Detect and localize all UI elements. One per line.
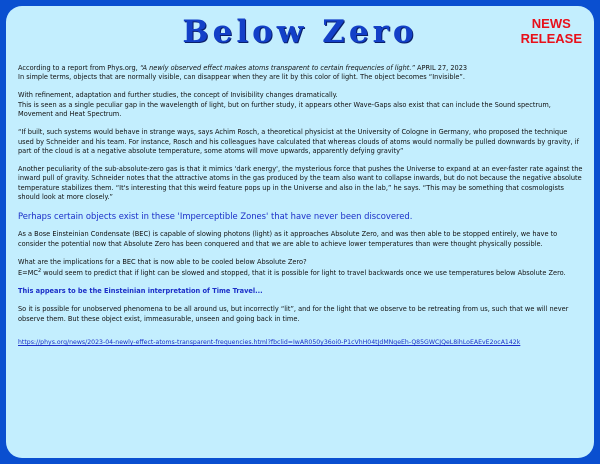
intro-text: According to a report from Phys.org, — [18, 64, 138, 72]
paragraph-rosch-quote: “If built, such systems would behave in strange ways, says Achim Rosch, a theoretical physicist at the University of Cologne in Germany, who proposed the technique used by Schneider and his team. For instance, Rosch and his colleagues have calculated that whereas clouds of atoms would normally be pulled downwards by gravity, if part of the cloud is at a negative absolute temperature, some atoms will move upwards, apparently defying gravity” — [18, 128, 579, 156]
intro-date: APRIL 27, 2023 — [416, 64, 468, 72]
emc2-formula: $E=MC^2$ — [18, 268, 42, 278]
paragraph-invisibility — [18, 91, 584, 119]
implications-question: What are the implications for a BEC that is now able to be cooled below Absolute Zero? — [18, 257, 307, 266]
article-body — [18, 64, 584, 356]
release-label: RELEASE — [520, 31, 582, 46]
page-title: Below Zero — [182, 14, 418, 50]
invisibility-line-2: This is seen as a single peculiar gap in the wavelength of light, but on further study, it appears other Wave-Gaps also exist that can include the Sound spectrum, Movement and Heat Spectrum. — [18, 100, 551, 119]
highlight-imperceptible-zones: Perhaps certain objects exist in these 'Imperceptible Zones' that have never been discovered. — [18, 211, 413, 222]
intro-quote: “A newly observed effect makes atoms transparent to certain frequencies of light.” — [139, 64, 415, 72]
news-label: NEWS — [531, 16, 571, 31]
paragraph-dark-energy: Another peculiarity of the sub-absolute-zero gas is that it mimics 'dark energy', the mysterious force that pushes the Universe to expand at an ever-faster rate against the inward pull of gravity. Schneider notes that the attractive atoms in the gas produced by the team also want to collapse inwards, but do not because the negative absolute temperature stabilizes them. “It's interesting that this weird feature pops up in the Universe and also in the lab,” he says. “This may be something that cosmologists should look at more closely.” — [18, 165, 583, 202]
news-release-badge — [521, 16, 582, 46]
highlight-time-travel: This appears to be the Einsteinian interpretation of Time Travel... — [18, 287, 263, 296]
paragraph-bec: As a Bose Einsteinian Condensate (BEC) is capable of slowing photons (light) as it approaches Absolute Zero, and was then able to be stopped entirely, we have to consider the potential now that Absolute Zero has been conquered and that we are able to achieve lower temperatures than were thought physically possible. — [18, 230, 558, 248]
paragraph-intro — [18, 64, 584, 83]
implications-text: would seem to predict that if light can be slowed and stopped, that it is possible for light to travel backwards once we use temperatures below Absolute Zero. — [41, 269, 566, 278]
paragraph-implications — [18, 258, 584, 279]
paragraph-conclusion: So it is possible for unobserved phenomena to be all around us, but incorrectly “lit”, and for the light that we observe to be retreating from us, such that we will never observe them. But these object exist, immeasurable, unseen and going back in time. — [18, 305, 569, 323]
invisibility-line-1: With refinement, adaptation and further studies, the concept of Invisibility changes dramatically. — [18, 91, 338, 100]
intro-line-2: In simple terms, objects that are normally visible, can disappear when they are lit by this color of light. The object becomes “Invisible”. — [18, 73, 465, 82]
source-paragraph — [18, 338, 584, 347]
content-panel — [6, 6, 594, 458]
source-link[interactable]: https://phys.org/news/2023-04-newly-effect-atoms-transparent-frequencies.html?fbclid=IwAR050y36oi0-P1cVhH04tJdMNgeEh-Q85GWCJQeL8ihLoEAEvE2ocA142k — [18, 339, 521, 347]
